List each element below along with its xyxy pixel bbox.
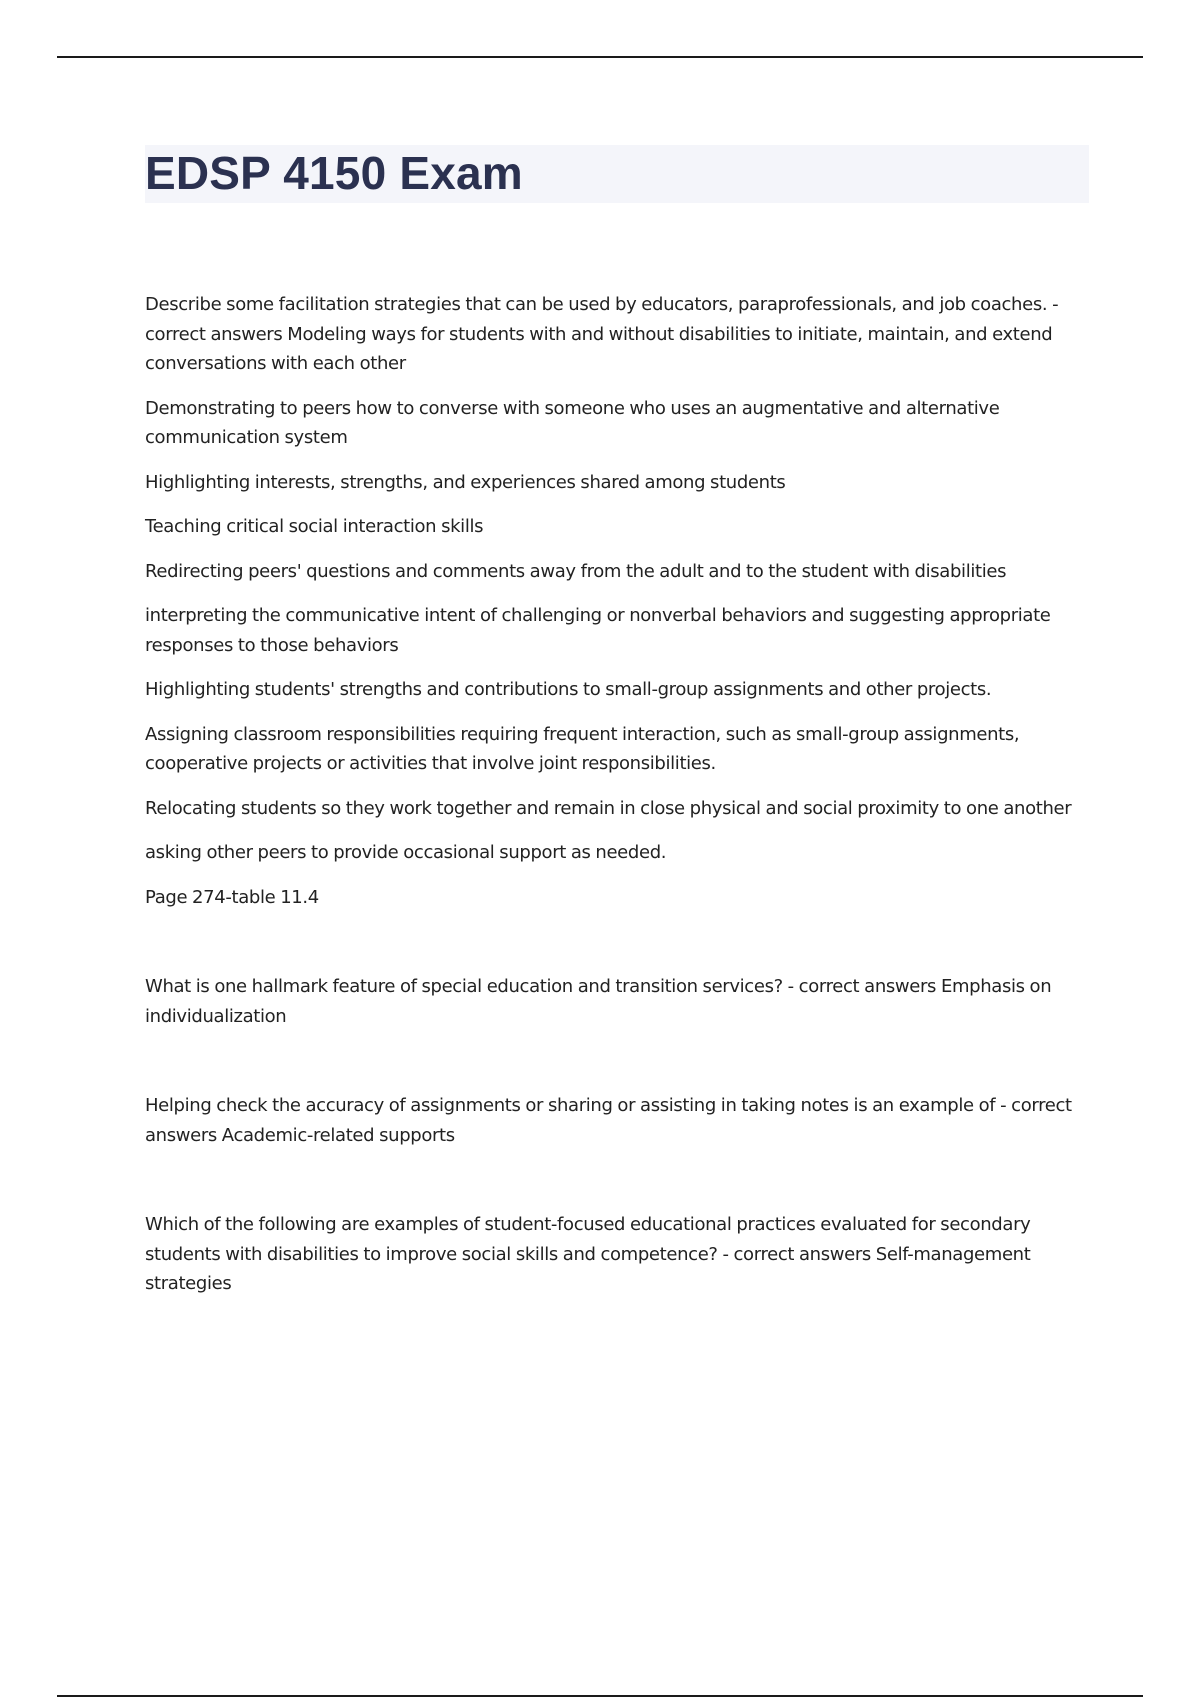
header-rule xyxy=(57,56,1143,58)
answer-1-line-8: Assigning classroom responsibilities requiring frequent interaction, such as small-group assignments, cooperative projects or activities that involve joint responsibilities. xyxy=(145,723,1020,774)
question-2-text: What is one hallmark feature of special education and transition services? - correct answers Emphasis on individualization xyxy=(145,976,1052,1027)
answer-1-reference: Page 274-table 11.4 xyxy=(145,886,319,908)
answer-1-line-5: Redirecting peers' questions and comments away from the adult and to the student with disabilities xyxy=(145,560,1007,582)
answer-1-line-9: Relocating students so they work together and remain in close physical and social proximity to one another xyxy=(145,797,1072,819)
qa-item-1 xyxy=(145,290,1095,912)
qa-item-3 xyxy=(145,1091,1095,1150)
answer-1-line-4: Teaching critical social interaction skills xyxy=(145,516,484,537)
question-1-text: Describe some facilitation strategies that can be used by educators, paraprofessionals, and job coaches. - correct answers Modeling ways for students with and without disabilities to initiate, maintain, and extend conversations with each other xyxy=(145,294,1059,374)
answer-1-line-6: interpreting the communicative intent of challenging or nonverbal behaviors and suggesting appropriate responses to those behaviors xyxy=(145,605,1051,656)
answer-1-line-7: Highlighting students' strengths and contributions to small-group assignments and other projects. xyxy=(145,679,992,700)
question-3-text: Helping check the accuracy of assignments or sharing or assisting in taking notes is an example of - correct answers Academic-related supports xyxy=(145,1095,1072,1146)
answer-1-line-2: Demonstrating to peers how to converse with someone who uses an augmentative and alternative communication system xyxy=(145,397,1000,448)
answer-1-line-10: asking other peers to provide occasional support as needed. xyxy=(145,842,667,863)
qa-item-2 xyxy=(145,972,1095,1031)
qa-item-4 xyxy=(145,1210,1095,1299)
footer-rule xyxy=(57,1695,1143,1697)
question-4-text: Which of the following are examples of student-focused educational practices evaluated for secondary students with disabilities to improve social skills and competence? - correct answers Self-management strategies xyxy=(145,1214,1031,1294)
document-body xyxy=(145,290,1095,1314)
answer-1-line-3: Highlighting interests, strengths, and experiences shared among students xyxy=(145,471,786,493)
document-title: EDSP 4150 Exam xyxy=(145,147,523,199)
